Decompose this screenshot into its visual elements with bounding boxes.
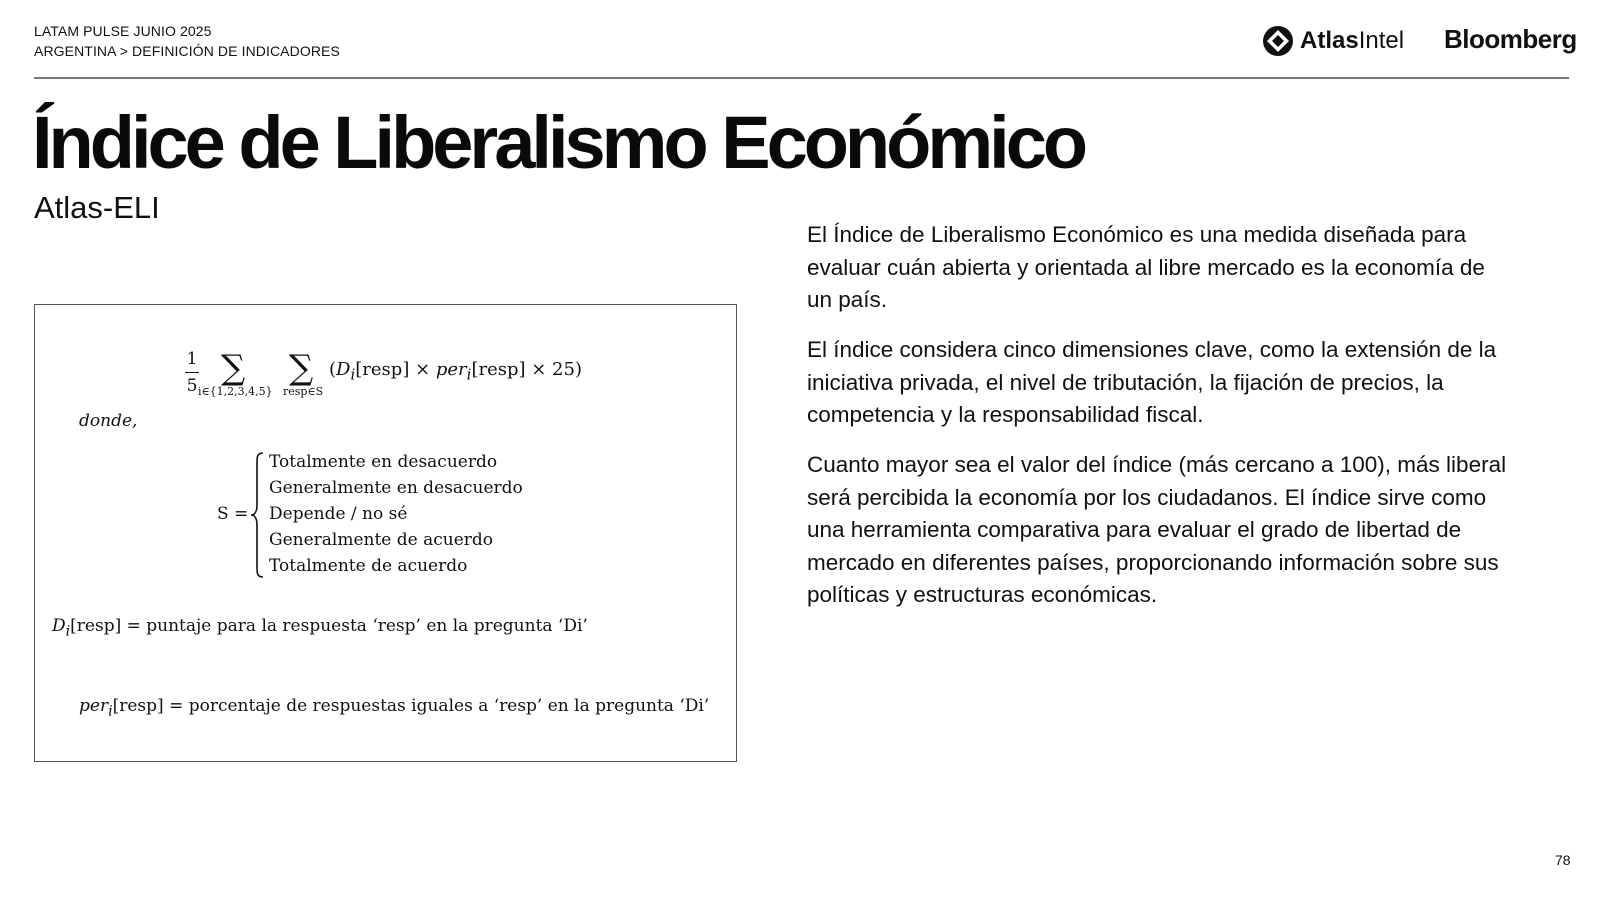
set-label: S = <box>217 504 249 524</box>
header-breadcrumb: ARGENTINA > DEFINICIÓN DE INDICADORES <box>34 43 340 59</box>
description-paragraph-1: El Índice de Liberalismo Económico es una medida diseñada para evaluar cuán abierta y orientada al libre mercado es la economía de un país. <box>807 222 1485 312</box>
fraction-numerator: 1 <box>186 349 198 369</box>
left-brace <box>249 451 265 579</box>
donde-label: donde, <box>79 411 138 431</box>
definition-D: $D_i[resp]$ = puntaje para la respuesta ‘resp’ en la pregunta ‘Di’ <box>52 616 588 640</box>
page-title: Índice de Liberalismo Económico <box>32 101 1085 184</box>
atlas-logo-regular: Intel <box>1358 27 1405 54</box>
sum-expression: ($D_i[resp]$ × per$_i$[resp] × 25) <box>329 359 582 384</box>
description-paragraph-3: Cuanto mayor sea el valor del índice (más cercano a 100), más liberal será percibida la economía por los ciudadanos. El índice sirve como una herramienta comparativa para evaluar el grado de libertad de mercado en diferentes países, proporcionando información sobre sus políticas y estructuras económicas. <box>807 452 1507 607</box>
bloomberg-logo: Bloomberg <box>1444 24 1577 54</box>
description-paragraph-2: El índice considera cinco dimensiones clave, como la extensión de la iniciativa privada, el nivel de tributación, la fijación de precios, la competencia y la responsabilidad fiscal. <box>807 337 1497 427</box>
definition-per: per$_i$[resp] = porcentaje de respuestas iguales a ‘resp’ en la pregunta ‘Di’ <box>79 696 710 720</box>
set-item: Totalmente en desacuerdo <box>269 452 498 472</box>
set-item: Generalmente en desacuerdo <box>269 478 523 498</box>
fraction-denominator: 5 <box>186 376 198 397</box>
page-subtitle: Atlas-ELI <box>34 190 160 225</box>
set-item: Generalmente de acuerdo <box>269 530 494 550</box>
formula-box <box>34 304 737 762</box>
sum-symbol-1: ∑ <box>221 348 246 388</box>
fraction-bar <box>185 372 199 373</box>
page-number: 78 <box>1555 852 1571 868</box>
sum-2-subscript: resp∈S <box>283 385 324 398</box>
header-report-title: LATAM PULSE JUNIO 2025 <box>34 23 212 39</box>
atlas-logo-bold: Atlas <box>1300 27 1359 54</box>
sum-1-subscript: i∈{1,2,3,4,5} <box>198 385 273 398</box>
sum-symbol-2: ∑ <box>289 348 314 388</box>
fraction-one-fifth <box>185 349 199 396</box>
set-item: Depende / no sé <box>269 504 408 524</box>
atlasintel-logo <box>1262 24 1404 58</box>
header-divider <box>34 77 1569 79</box>
atlas-diamond-icon <box>1262 25 1294 57</box>
set-item: Totalmente de acuerdo <box>269 556 468 576</box>
